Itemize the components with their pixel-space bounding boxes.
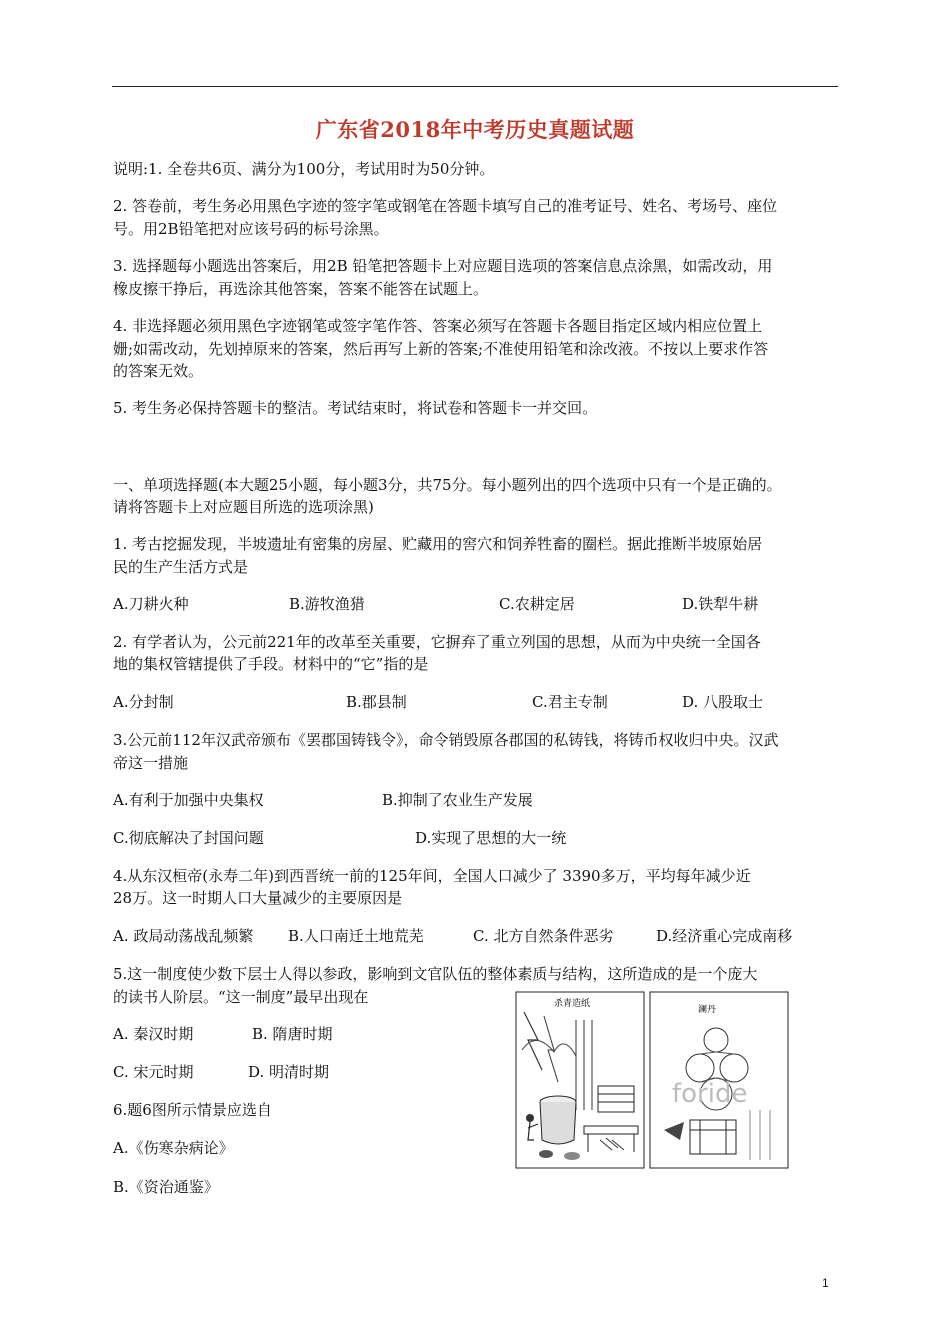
- question-2-line-1: 2. 有学者认为，公元前221年的改革至关重要，它摒弃了重立列国的思想，从而为中央统一全国各: [113, 633, 761, 651]
- question-1-line-2: 民的生产生活方式是: [113, 558, 249, 576]
- question-5-option-d: D. 明清时期: [248, 1063, 330, 1081]
- right-figure-caption: 澜丹: [698, 1005, 717, 1015]
- instruction-3-line-1: 3. 选择题每小题选出答案后，用2B 铅笔把答题卡上对应题目选项的答案信息点涂黑，如需改动，用: [113, 257, 773, 275]
- question-4-line-1: 4.从东汉桓帝(永寿二年)到西晋统一前的125年间，全国人口减少了 3390多万，平均每年减少近: [113, 867, 751, 885]
- question-3-line-2: 帝这一措施: [113, 754, 189, 772]
- question-2-option-b: B.郡县制: [346, 693, 407, 711]
- figure-watermark: foride: [672, 1079, 748, 1109]
- instruction-1: 说明:1. 全卷共6页、满分为100分，考试用时为50分钟。: [113, 160, 495, 178]
- instruction-2-line-2: 号。用2B铅笔把对应该号码的标号涂黑。: [113, 220, 389, 238]
- question-4-line-2: 28万。这一时期人口大量减少的主要原因是: [113, 889, 403, 907]
- page-number: 1: [822, 1276, 829, 1290]
- question-5-option-c: C. 宋元时期: [113, 1063, 194, 1081]
- instruction-4-line-2: 姗;如需改动，先划掉原来的答案，然后再写上新的答案;不准使用铅笔和涂改液。不按以上要求作答: [113, 340, 769, 358]
- question-2-option-a: A.分封制: [113, 693, 174, 711]
- header-rule: [112, 86, 838, 87]
- question-5-option-a: A. 秦汉时期: [113, 1025, 194, 1043]
- question-5-option-b: B. 隋唐时期: [252, 1025, 333, 1043]
- section-heading-line-1: 一、单项选择题(本大题25小题，每小题3分，共75分。每小题列出的四个选项中只有一个是正确的。: [113, 476, 782, 494]
- alchemy-illustration: [650, 992, 788, 1168]
- instruction-3-line-2: 橡皮擦干挣后，再选涂其他答案，答案不能答在试题上。: [113, 280, 489, 298]
- page-title: 广东省2018年中考历史真题试题: [315, 117, 635, 142]
- question-3-option-b: B.抑制了农业生产发展: [382, 791, 533, 809]
- question-6-figure: [514, 990, 790, 1172]
- question-2-line-2: 地的集权管辖提供了手段。材料中的“它”指的是: [113, 655, 429, 673]
- question-3-option-a: A.有利于加强中央集权: [113, 791, 264, 809]
- question-3-option-d: D.实现了思想的大一统: [415, 829, 567, 847]
- question-4-option-b: B.人口南迁土地荒芜: [288, 927, 424, 945]
- question-6-line-1: 6.题6图所示情景应选自: [113, 1101, 272, 1119]
- question-4-option-c: C. 北方自然条件恶劣: [473, 927, 614, 945]
- question-3-line-1: 3.公元前112年汉武帝颁布《罢郡国铸钱令》，命令销毁原各郡国的私铸钱，将铸币权收归中央。汉武: [113, 731, 779, 749]
- instruction-2-line-1: 2. 答卷前，考生务必用黑色字迹的签字笔或钢笔在答题卡填写自己的准考证号、姓名、考场号、座位: [113, 197, 778, 215]
- question-6-option-a: A.《伤寒杂病论》: [113, 1139, 234, 1157]
- question-2-option-d: D. 八股取士: [682, 693, 764, 711]
- instruction-4-line-1: 4. 非选择题必须用黑色字迹钢笔或签字笔作答、答案必须写在答题卡各题目指定区域内相应位置上: [113, 317, 763, 335]
- instruction-4-line-3: 的答案无效。: [113, 362, 204, 380]
- question-3-option-c: C.彻底解决了封国问题: [113, 829, 264, 847]
- question-4-option-a: A. 政局动荡战乱频繁: [113, 927, 254, 945]
- question-1-line-1: 1. 考古挖掘发现，半坡遗址有密集的房屋、贮藏用的窖穴和饲养牲畜的圈栏。据此推断半坡原始居: [113, 535, 763, 553]
- question-2-option-c: C.君主专制: [532, 693, 608, 711]
- question-5-line-1: 5.这一制度使少数下层士人得以参政，影响到文官队伍的整体素质与结构，这所造成的是一个庞大: [113, 965, 758, 983]
- section-heading-line-2: 请将答题卡上对应题目所选的选项涂黑): [113, 498, 374, 516]
- question-1-option-b: B.游牧渔猎: [289, 595, 365, 613]
- instruction-5: 5. 考生务必保持答题卡的整洁。考试结束时，将试卷和答题卡一并交回。: [113, 399, 598, 417]
- papermaking-illustration: [516, 992, 644, 1168]
- left-figure-caption: 杀青造纸: [554, 999, 591, 1009]
- question-5-line-2: 的读书人阶层。“这一制度”最早出现在: [113, 988, 369, 1006]
- question-1-option-d: D.铁犁牛耕: [682, 595, 759, 613]
- question-1-option-c: C.农耕定居: [499, 595, 575, 613]
- question-1-option-a: A.刀耕火种: [113, 595, 189, 613]
- question-4-option-d: D.经济重心完成南移: [656, 927, 793, 945]
- question-6-option-b: B.《资治通鉴》: [113, 1178, 219, 1196]
